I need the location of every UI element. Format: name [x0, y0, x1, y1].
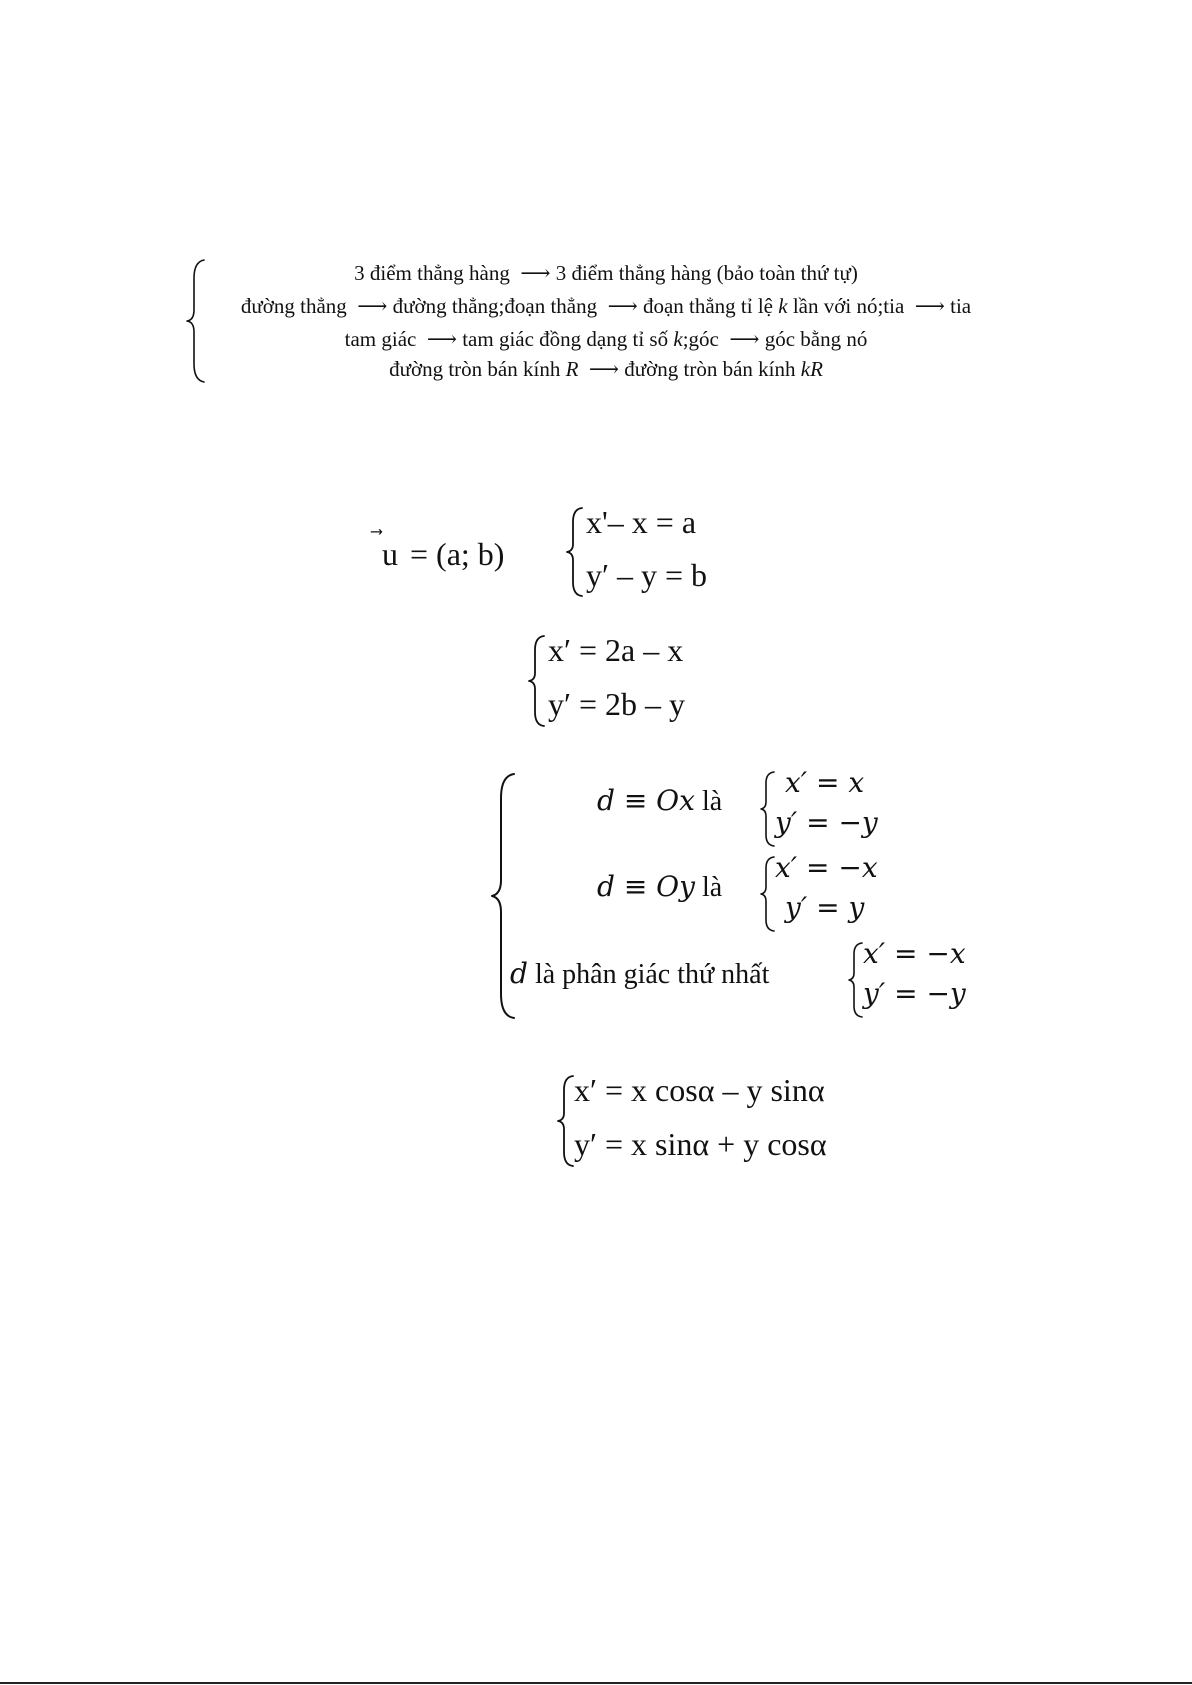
prop4-R: R	[565, 357, 579, 381]
case2-row-1: x′ = −x	[775, 851, 878, 884]
prop2-e: tia	[950, 294, 972, 318]
prop4-a: đường tròn bán kính	[389, 357, 561, 381]
vector-u	[382, 536, 504, 573]
prop2-b: đường thẳng;đoạn thẳng	[392, 294, 598, 318]
left-brace	[528, 634, 546, 728]
arrow-icon: ⟶	[729, 327, 760, 351]
prop1-right: 3 điểm thẳng hàng (bảo toàn thứ tự)	[555, 261, 858, 285]
case2-condition: d ≡ Oy	[597, 870, 695, 903]
case1-condition: d ≡ Ox	[597, 784, 695, 817]
translation-row-1: x'– x = a	[586, 504, 697, 540]
prop-line-1	[196, 261, 1016, 286]
prop3-c: ;góc	[682, 327, 719, 351]
vector-u-letter: u	[382, 536, 398, 572]
prop-line-4	[196, 357, 1016, 382]
case2-row-2: y′ = y	[785, 891, 865, 924]
prop1-left: 3 điểm thẳng hàng	[354, 261, 510, 285]
arrow-icon: ⟶	[520, 261, 551, 285]
arrow-icon: ⟶	[607, 294, 638, 318]
translation-row-2: y′ – y = b	[586, 557, 708, 593]
case2-la: là	[701, 872, 723, 903]
arrow-icon: ⟶	[357, 294, 388, 318]
case3-row-2: y′ = −y	[863, 977, 966, 1010]
prop3-a: tam giác	[344, 327, 417, 351]
prop3-d: góc bằng nó	[764, 327, 868, 351]
vector-eq: = (a; b)	[410, 536, 505, 572]
left-brace	[848, 941, 864, 1019]
left-brace	[557, 1074, 575, 1168]
prop-line-2	[196, 294, 1016, 319]
prop3-b: tam giác đồng dạng tỉ số	[462, 327, 669, 351]
prop4-b: đường tròn bán kính	[624, 357, 796, 381]
prop2-a: đường thẳng	[240, 294, 347, 318]
rotation-row-1: x′ = x cosα – y sinα	[574, 1072, 825, 1108]
prop2-k: k	[778, 294, 788, 318]
case3-row-1: x′ = −x	[863, 937, 966, 970]
point-symmetry-row-1: x′ = 2a – x	[548, 632, 684, 668]
left-brace	[760, 855, 776, 933]
case-ox	[597, 784, 722, 818]
left-brace	[566, 506, 584, 598]
arrow-icon: ⟶	[426, 327, 457, 351]
case3-text: là phân giác thứ nhất	[534, 959, 770, 990]
case-bisector	[510, 957, 769, 991]
rotation-row-2: y′ = x sinα + y cosα	[574, 1126, 827, 1162]
case1-la: là	[701, 786, 723, 817]
prop2-d: lần với nó;tia	[792, 294, 905, 318]
prop2-c: đoạn thẳng tỉ lệ	[642, 294, 774, 318]
left-brace	[760, 770, 776, 848]
case1-row-1: x′ = x	[785, 766, 865, 799]
arrow-icon: ⟶	[588, 357, 620, 381]
prop3-k: k	[673, 327, 683, 351]
prop4-kR: kR	[800, 357, 823, 381]
case1-row-2: y′ = −y	[775, 806, 878, 839]
case3-d: d	[510, 957, 528, 990]
page-bottom-rule	[0, 1682, 1192, 1684]
arrow-icon: ⟶	[914, 294, 945, 318]
point-symmetry-row-2: y′ = 2b – y	[548, 686, 686, 722]
case-oy	[597, 870, 722, 904]
prop-line-3	[196, 327, 1016, 352]
